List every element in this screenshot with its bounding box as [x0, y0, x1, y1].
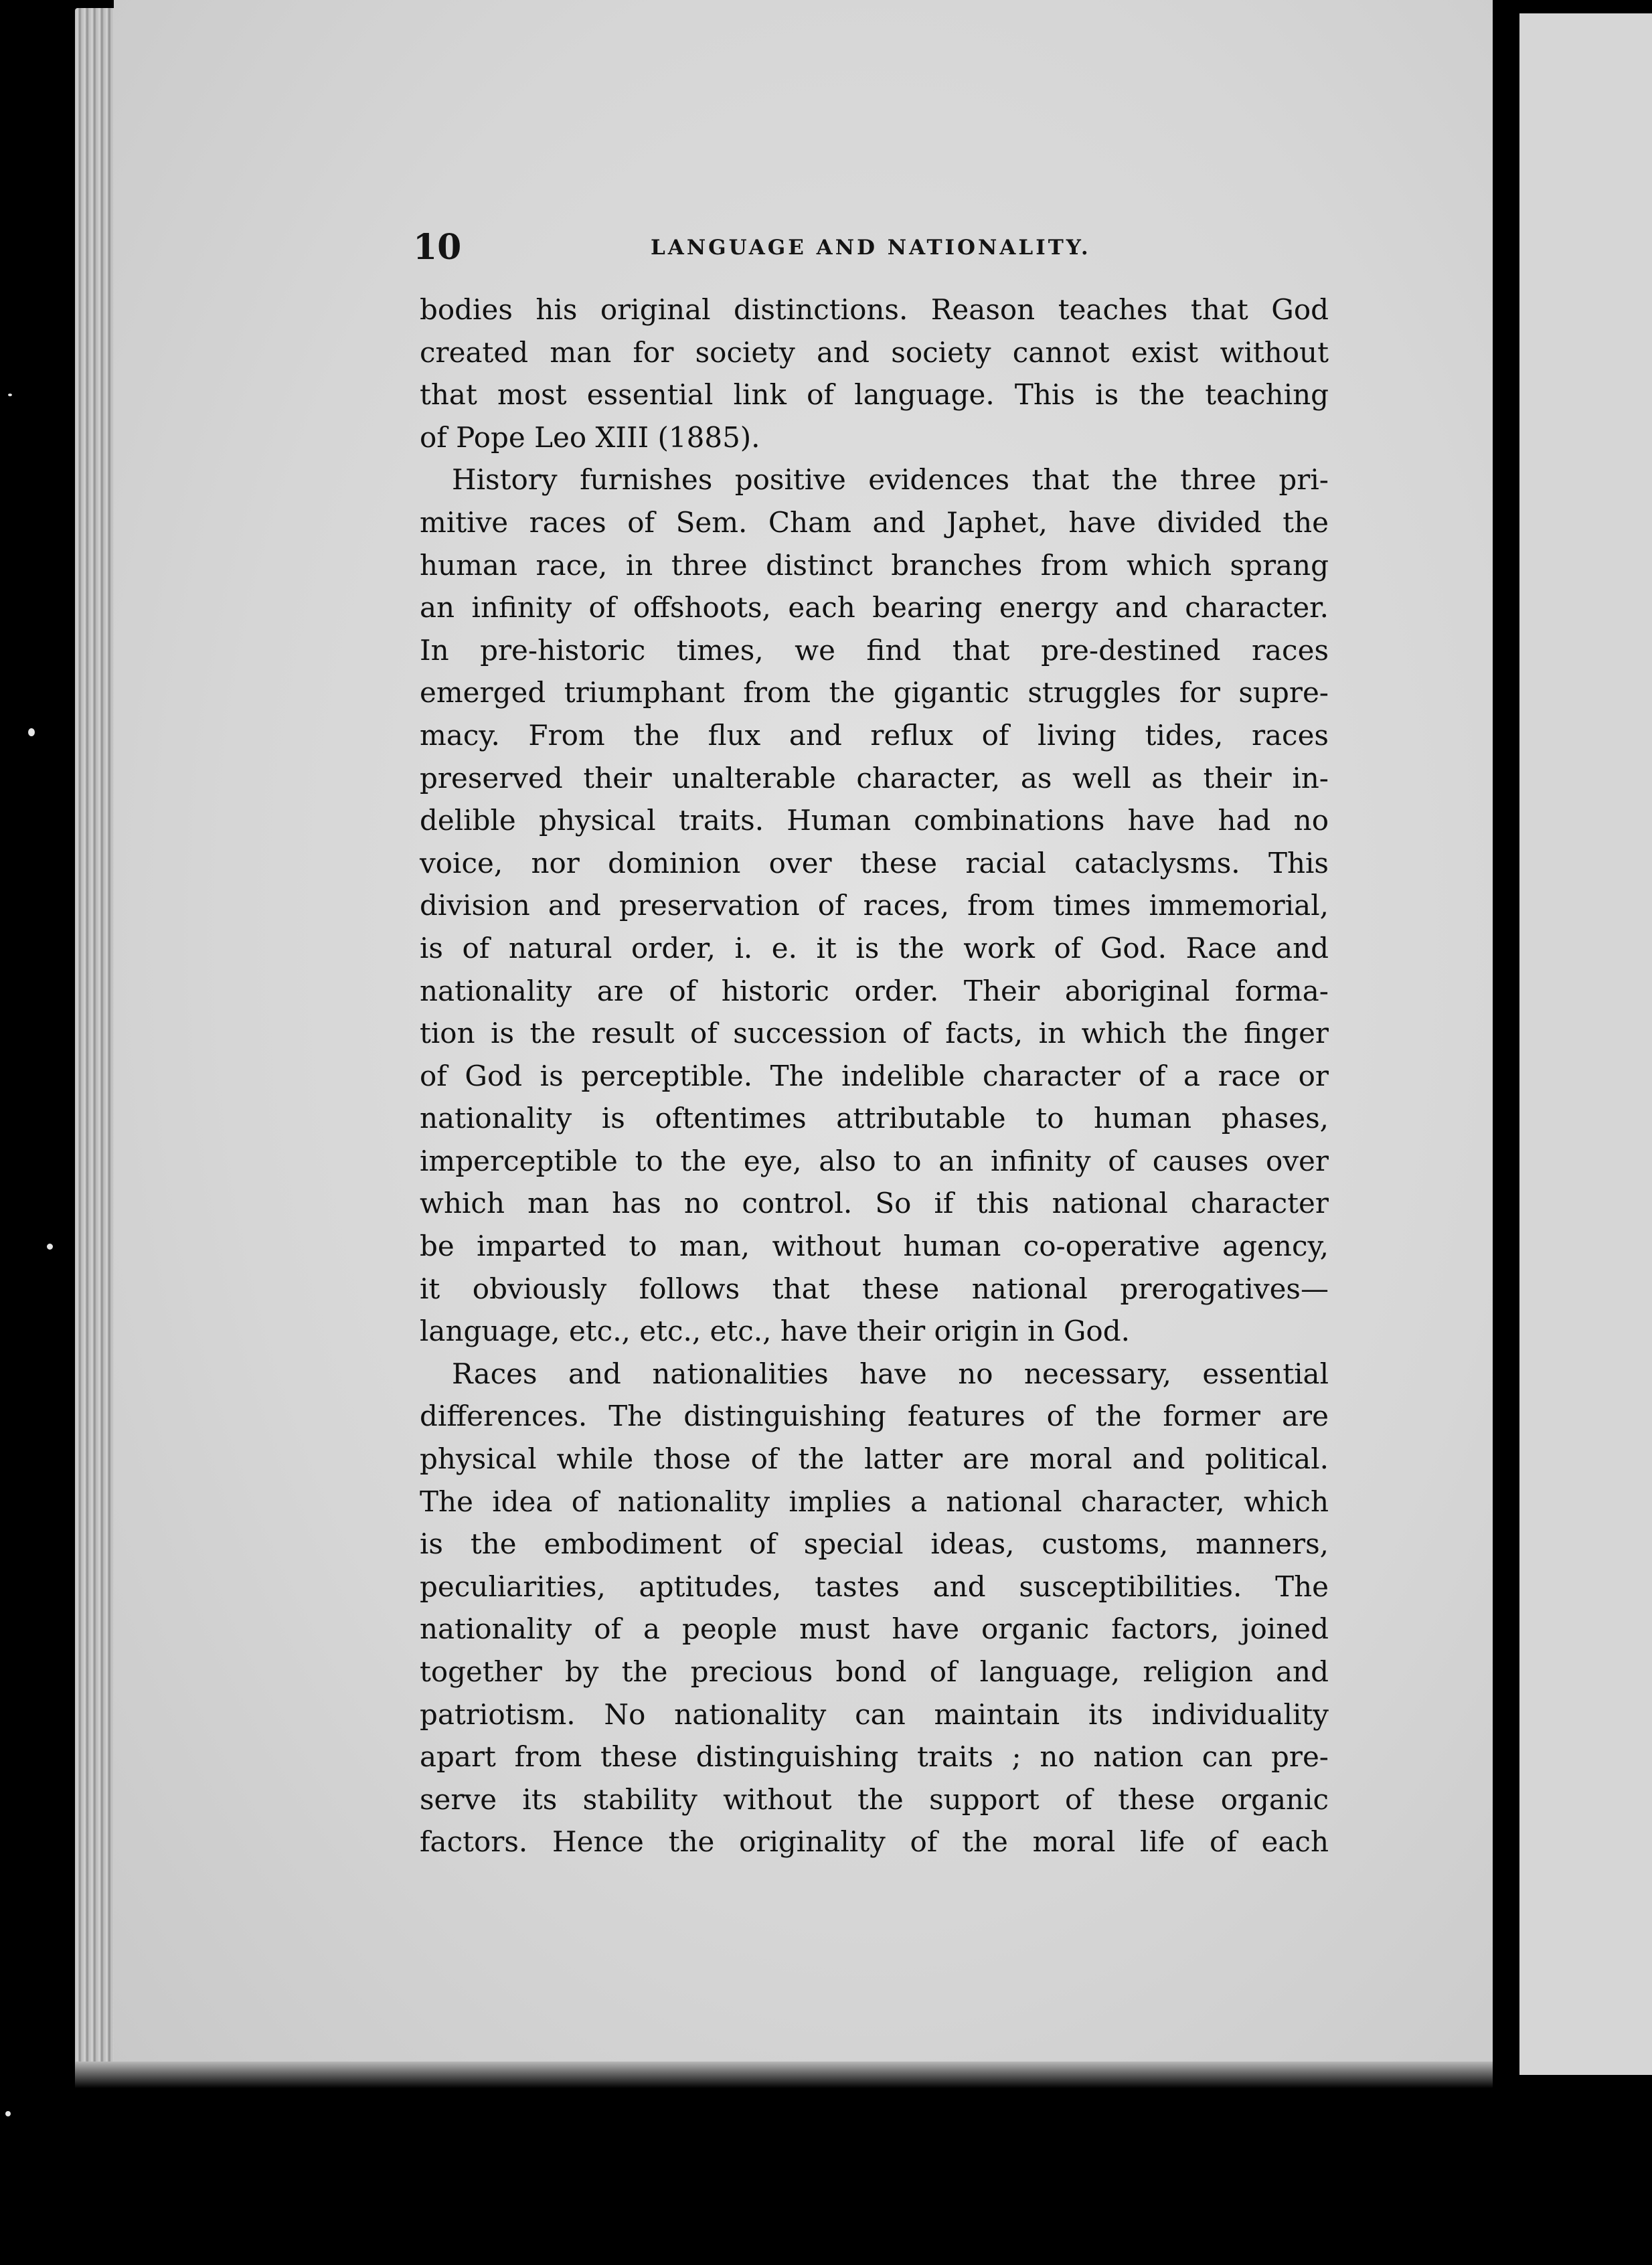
text-line: language, etc., etc., etc., have their origin in God. — [420, 1315, 1130, 1348]
dust-speck — [8, 394, 12, 396]
text-line: macy. From the flux and reflux of living tides, races — [420, 718, 1329, 752]
text-line: In pre-historic times, we find that pre-destined races — [420, 633, 1329, 667]
text-line: nationality of a people must have organic factors, joined — [420, 1612, 1329, 1646]
text-line: physical while those of the latter are moral and political. — [420, 1442, 1329, 1476]
text-line: is of natural order, i. e. it is the work of God. Race and — [420, 931, 1329, 964]
text-line: is the embodiment of special ideas, customs, manners, — [420, 1527, 1329, 1561]
text-line: differences. The distinguishing features of the former are — [420, 1400, 1329, 1433]
text-line: of Pope Leo XIII (1885). — [420, 420, 760, 454]
text-line: preserved their unalterable character, as well as their in- — [420, 761, 1329, 794]
text-line: that most essential link of language. This is the teaching — [420, 378, 1329, 412]
text-line: together by the precious bond of language, religion and — [420, 1655, 1329, 1688]
text-line: it obviously follows that these national prerogatives— — [420, 1272, 1329, 1305]
body-text — [420, 288, 1329, 1863]
running-title: LANGUAGE AND NATIONALITY. — [651, 236, 1091, 260]
text-line: division and preservation of races, from times immemorial, — [420, 889, 1329, 922]
page-bottom-shadow — [75, 2062, 1494, 2088]
text-line: of God is perceptible. The indelible character of a race or — [420, 1059, 1329, 1092]
text-line: serve its stability without the support of these organic — [420, 1782, 1329, 1816]
text-line: be imparted to man, without human co-operative agency, — [420, 1230, 1329, 1263]
text-line: emerged triumphant from the gigantic struggles for supre- — [420, 676, 1329, 709]
text-line: mitive races of Sem. Cham and Japhet, have divided the — [420, 505, 1329, 539]
text-line: an infinity of offshoots, each bearing energy and character. — [420, 591, 1329, 624]
gutter-gap — [1493, 0, 1519, 2265]
text-line: peculiarities, aptitudes, tastes and susceptibilities. The — [420, 1570, 1329, 1603]
dust-speck — [5, 2111, 11, 2116]
text-line: nationality is oftentimes attributable to human phases, — [420, 1102, 1329, 1135]
page-number: 10 — [413, 227, 462, 268]
text-line: The idea of nationality implies a national character, which — [420, 1485, 1329, 1518]
text-line: nationality are of historic order. Their aboriginal forma- — [420, 974, 1329, 1007]
text-line: apart from these distinguishing traits ; no nation can pre- — [420, 1740, 1329, 1774]
text-line: tion is the result of succession of facts, in which the finger — [420, 1017, 1329, 1050]
text-line: imperceptible to the eye, also to an infinity of causes over — [420, 1144, 1329, 1177]
text-line: voice, nor dominion over these racial cataclysms. This — [420, 846, 1329, 879]
facing-page-edge — [1519, 13, 1652, 2075]
text-line: human race, in three distinct branches from which sprang — [420, 548, 1329, 582]
text-line: created man for society and society cannot exist without — [420, 335, 1329, 369]
page-header — [413, 221, 1323, 274]
dust-speck — [47, 1244, 53, 1250]
text-line: patriotism. No nationality can maintain its individuality — [420, 1697, 1329, 1731]
text-line: bodies his original distinctions. Reason teaches that God — [420, 293, 1329, 326]
text-line: Races and nationalities have no necessary, essential — [452, 1357, 1329, 1390]
text-line: History furnishes positive evidences that the three pri- — [452, 463, 1329, 497]
text-line: factors. Hence the originality of the moral life of each — [420, 1825, 1329, 1859]
text-line: which man has no control. So if this national character — [420, 1187, 1329, 1220]
text-line: delible physical traits. Human combinations have had no — [420, 804, 1329, 837]
dust-speck — [28, 728, 35, 736]
